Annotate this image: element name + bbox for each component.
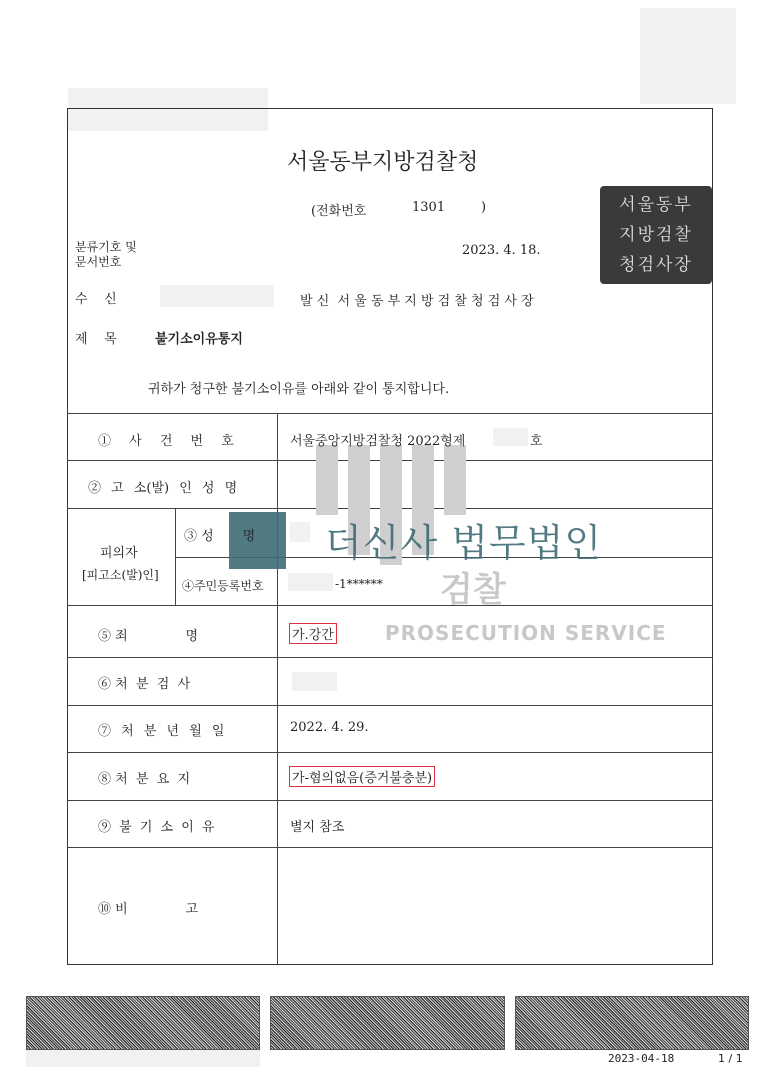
table-line <box>67 800 713 801</box>
name-redacted <box>290 522 310 542</box>
footer-page: 1 / 1 <box>718 1052 743 1065</box>
table-line <box>67 705 713 706</box>
barcode-2 <box>270 996 505 1050</box>
label-case-number: ① 사 건 번 호 <box>98 434 234 449</box>
document-number-label: 문서번호 <box>75 255 122 269</box>
classification-label: 분류기호 및 <box>75 240 137 254</box>
table-line <box>67 605 713 606</box>
redaction-top-right <box>640 8 736 104</box>
case-number-suffix: 호 <box>530 434 543 449</box>
subject: 불기소이유통지 <box>155 332 243 347</box>
label-disposition-date: ⑦ 처 분 년 월 일 <box>98 724 225 739</box>
footer-date: 2023-04-18 <box>608 1052 675 1065</box>
label-suspect-sub: [피고소(발)인] <box>82 568 159 582</box>
phone-close: ) <box>481 200 487 215</box>
table-line <box>67 413 713 414</box>
table-line <box>67 657 713 658</box>
value-case-number: 서울중앙지방검찰청 2022형제 <box>290 434 466 449</box>
label-name: ③ 성 명 <box>184 529 256 544</box>
table-line <box>175 508 176 605</box>
label-remarks: ⑩ 비 고 <box>98 902 199 917</box>
value-non-prosecution-reason: 별지 참조 <box>290 820 345 835</box>
value-resident-number: -1****** <box>335 577 383 591</box>
prosecution-watermark: 검찰 <box>440 570 506 610</box>
label-complainant: ② 고 소(발) 인 성 명 <box>88 481 238 496</box>
table-line <box>277 413 278 965</box>
value-disposition-summary: 가-혐의없음(증거불충분) <box>289 766 435 787</box>
barcode-1 <box>26 996 260 1050</box>
label-resident-number: ④주민등록번호 <box>182 579 264 593</box>
subject-label: 제 목 <box>75 332 117 347</box>
agency-title: 서울동부지방검찰청 <box>287 150 479 175</box>
official-seal: 서울동부 지방검찰 청검사장 <box>600 186 712 284</box>
label-prosecutor: ⑥ 처 분 검 사 <box>98 677 191 692</box>
recipient-label: 수 신 <box>75 292 117 307</box>
footer-redacted <box>26 1050 260 1067</box>
value-disposition-date: 2022. 4. 29. <box>290 720 369 735</box>
label-suspect: 피의자 <box>100 546 138 561</box>
label-charge: ⑤ 죄 명 <box>98 629 199 644</box>
prosecutor-redacted <box>292 672 337 691</box>
table-line <box>67 847 713 848</box>
resident-number-redacted <box>288 573 333 591</box>
document-date: 2023. 4. 18. <box>462 243 541 258</box>
table-line <box>67 752 713 753</box>
phone-label: (전화번호 <box>311 204 367 219</box>
recipient-redacted <box>160 285 274 307</box>
barcode-3 <box>515 996 749 1050</box>
prosecution-watermark-en: PROSECUTION SERVICE <box>385 621 667 645</box>
value-charge: 가.강간 <box>289 623 337 644</box>
intro-text: 귀하가 청구한 불기소이유를 아래와 같이 통지합니다. <box>148 382 450 397</box>
case-number-redacted <box>493 428 528 446</box>
law-firm-watermark: 더신사 법무법인 <box>325 521 603 565</box>
label-disposition-summary: ⑧ 처 분 요 지 <box>98 772 191 787</box>
sender: 발 신 서 울 동 부 지 방 검 찰 청 검 사 장 <box>300 294 534 309</box>
phone-number: 1301 <box>412 200 446 215</box>
label-non-prosecution-reason: ⑨ 불 기 소 이 유 <box>98 820 215 835</box>
